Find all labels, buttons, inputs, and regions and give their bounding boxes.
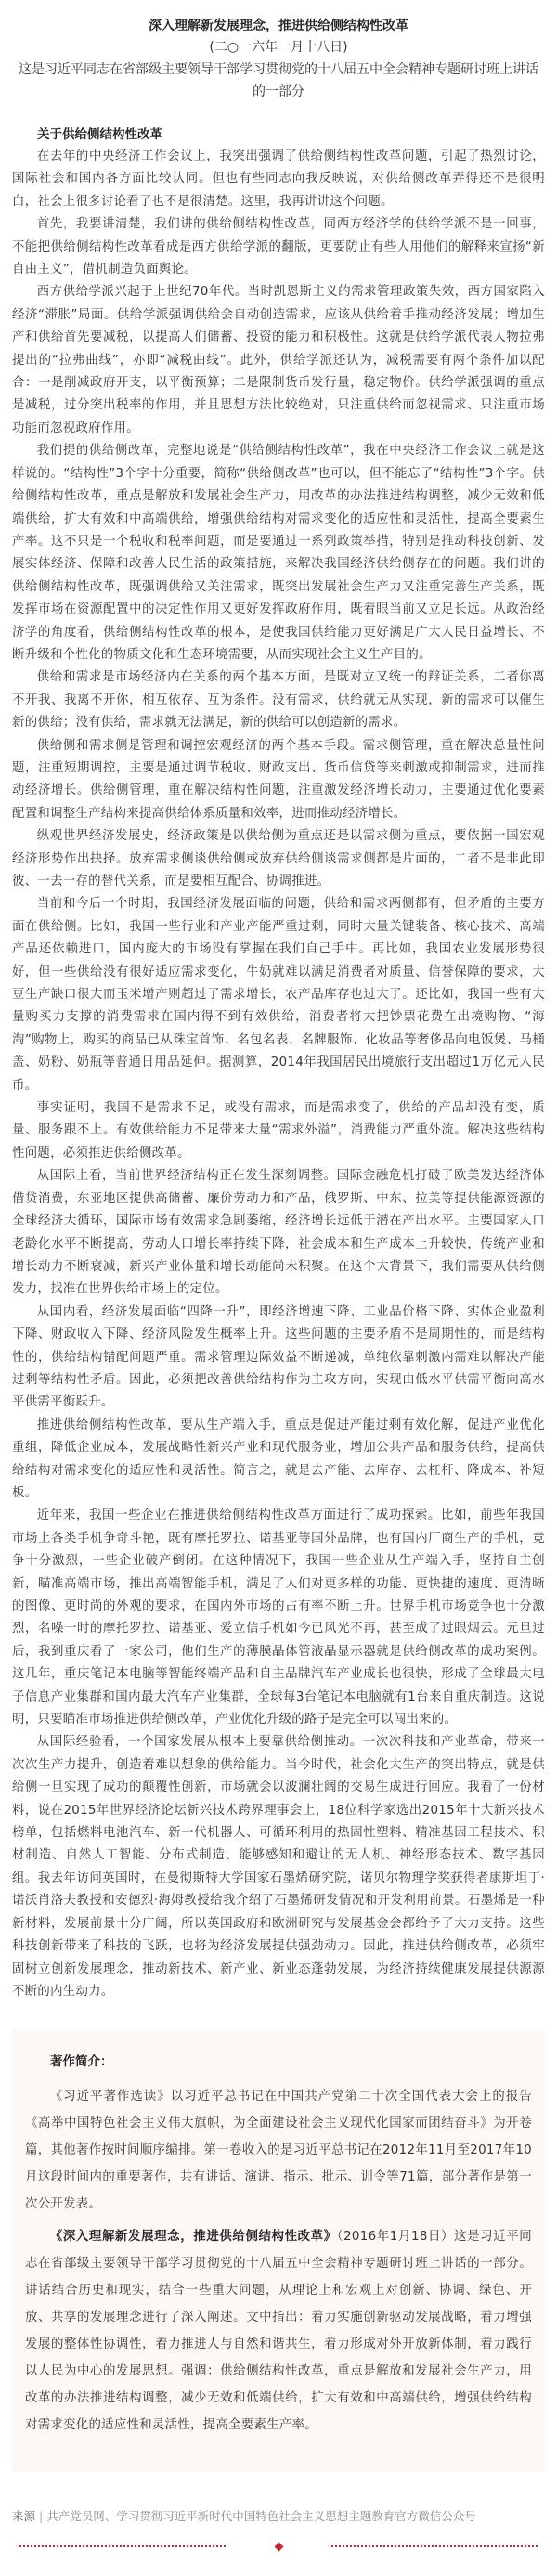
source-separator: | [39, 2509, 44, 2524]
book-intro-box [12, 2029, 545, 2472]
intro-work-title: 《深入理解新发展理念，推进供给侧结构性改革》 [49, 2230, 337, 2245]
bottom-spacer [12, 2554, 545, 2576]
diamond-icon [274, 2542, 283, 2551]
intro-paragraph: 《习近平著作选读》以习近平总书记在中国共产党第二十次全国代表大会上的报告《高举中国特色社会主义伟大旗帜，为全面建设社会主义现代化国家而团结奋斗》为开卷篇，其他著作按时间顺序编排。第一卷收入的是习近平总书记在2012年11月至2017年10月这段时间内的重要著作，共有讲话、演讲、指示、批示、训令等71篇，部分著作是第一次公开发表。 [25, 2090, 532, 2212]
paragraph: 西方供给学派兴起于上世纪70年代。当时凯恩斯主义的需求管理政策失效，西方国家陷入经济“滞胀”局面。供给学派强调供给会自动创造需求，应该从供给着手推动经济发展；增加生产和供给首先要减税，以提高人们储蓄、投资的能力和积极性。这就是供给学派代表人物拉弗提出的“拉弗曲线”，亦即“减税曲线”。此外，供给学派还认为，减税需要有两个条件加以配合：一是削减政府开支，以平衡预算；二是限制货币发行量，稳定物价。供给学派强调的重点是减税，过分突出税率的作用，并且思想方法比较绝对，只注重供给而忽视需求、只注重市场功能而忽视政府作用。 [12, 285, 545, 435]
paragraph: 供给侧和需求侧是管理和调控宏观经济的两个基本手段。需求侧管理，重在解决总量性问题，注重短期调控，主要是通过调节税收、财政支出、货币信贷等来刺激或抑制需求，进而推动经济增长。供给侧管理，重在解决结构性问题，注重激发经济增长动力，主要通过优化要素配置和调整生产结构来提高供给体系质量和效率，进而推动经济增长。 [12, 738, 545, 821]
source-text: 共产党员网、学习贯彻习近平新时代中国特色社会主义思想主题教育官方微信公众号 [46, 2509, 476, 2524]
paragraph: 事实证明，我国不是需求不足，或没有需求，而是需求变了，供给的产品却没有变，质量、服务跟不上。有效供给能力不足带来大量“需求外溢”，消费能力严重外流。解决这些结构性问题，必须推进供给侧改革。 [12, 1101, 545, 1160]
paragraph: 在去年的中央经济工作会议上，我突出强调了供给侧结构性改革问题，引起了热烈讨论，国际社会和国内各方面比较认同。但也有些同志向我反映说，对供给侧改革弄得还不是很明白，社会上很多讨论看了也不是很清楚。这里，我再讲讲这个问题。 [12, 149, 545, 209]
paragraph: 供给和需求是市场经济内在关系的两个基本方面，是既对立又统一的辩证关系，二者你离不开我、我离不开你，相互依存、互为条件。没有需求，供给就无从实现，新的需求可以催生新的供给；没有供给，需求就无法满足，新的供给可以创造新的需求。 [12, 670, 545, 731]
intro-paragraph [25, 2223, 532, 2439]
divider-line-left [19, 2545, 226, 2547]
paragraph: 首先，我要讲清楚，我们讲的供给侧结构性改革，同西方经济学的供给学派不是一回事，不能把供给侧结构性改革看成是西方供给学派的翻版，更要防止有些人用他们的解释来宣扬“新自由主义”，借机制造负面舆论。 [12, 217, 545, 278]
paragraph: 从国内看，经济发展面临“四降一升”，即经济增速下降、工业品价格下降、实体企业盈利下降、财政收入下降、经济风险发生概率上升。这些问题的主要矛盾不是周期性的，而是结构性的，供给结构错配问题严重。需求管理边际效益不断递减，单纯依靠刺激内需难以解决产能过剩等结构性矛盾。因此，必须把改善供给结构作为主攻方向，实现由低水平供需平衡向高水平供需平衡跃升。 [12, 1304, 545, 1410]
paragraph: 推进供给侧结构性改革，要从生产端入手，重点是促进产能过剩有效化解，促进产业优化重组，降低企业成本，发展战略性新兴产业和现代服务业，增加公共产品和服务供给，提高供给结构对需求变化的适应性和灵活性。简言之，就是去产能、去库存、去杠杆、降成本、补短板。 [12, 1417, 545, 1500]
article-title: 深入理解新发展理念，推进供给侧结构性改革 [149, 19, 408, 33]
section-heading: 关于供给侧结构性改革 [37, 127, 162, 142]
article-date: (二○一六年一月十八日) [209, 40, 348, 55]
intro-work-description: （2016年1月18日）这是习近平同志在省部级主要领导干部学习贯彻党的十八届五中全会精神专题研讨班上讲话的一部分。讲话结合历史和现实，结合一些重大问题，从理论上和宏观上对创新、协调、绿色、开放、共享的发展理念进行了深入阐述。文中指出：着力实施创新驱动发展战略，着力增强发展的整体性协调性，着力推进人与自然和谐共生，着力形成对外开放新体制，着力践行以人民为中心的发展思想。强调：供给侧结构性改革，重点是解放和发展社会生产力，用改革的办法推进结构调整，减少无效和低端供给，扩大有效和中高端供给，增强供给结构对需求变化的适应性和灵活性，提高全要素生产率。 [25, 2230, 532, 2433]
paragraph: 我们提的供给侧改革，完整地说是“供给侧结构性改革”，我在中央经济工作会议上就是这样说的。“结构性”3个字十分重要，简称“供给侧改革”也可以，但不能忘了“结构性”3个字。供给侧结构性改革，重点是解放和发展社会生产力，用改革的办法推进结构调整，减少无效和低端供给，扩大有效和中高端供给，增强供给结构对需求变化的适应性和灵活性，提高全要素生产率。这不只是一个税收和税率问题，而是要通过一系列政策举措，特别是推动科技创新、发展实体经济、保障和改善人民生活的政策措施，来解决我国经济供给侧存在的问题。我们讲的供给侧结构性改革，既强调供给又关注需求，既突出发展社会生产力又注重完善生产关系，既发挥市场在资源配置中的决定性作用又更好发挥政府作用，既着眼当前又立足长远。从政治经济学的角度看，供给侧结构性改革的根本，是使我国供给能力更好满足广大人民日益增长、不断升级和个性化的物质文化和生态环境需要，从而实现社会主义生产目的。 [12, 444, 545, 662]
article-header [12, 0, 545, 103]
paragraph: 从国际上看，当前世界经济结构正在发生深刻调整。国际金融危机打破了欧美发达经济体借贷消费，东亚地区提供高储蓄、廉价劳动力和产品，俄罗斯、中东、拉美等提供能源资源的全球经济大循环，国际市场有效需求急剧萎缩，经济增长远低于潜在产出水平。主要国家人口老龄化水平不断提高，劳动人口增长率持续下降，社会成本和生产成本上升较快，传统产业和增长动力不断衰减，新兴产业体量和增长动能尚未积聚。在这个大背景下，我们需要从供给侧发力，找准在世界供给市场上的定位。 [12, 1169, 545, 1297]
source-line [12, 2507, 545, 2526]
source-label: 来源 [12, 2509, 36, 2524]
footer-divider [19, 2539, 538, 2554]
intro-heading: 著作简介： [50, 2054, 113, 2070]
paragraph: 近年来，我国一些企业在推进供给侧结构性改革方面进行了成功探索。比如，前些年我国市场上各类手机争奇斗艳，既有摩托罗拉、诺基亚等国外品牌，也有国内厂商生产的手机，竞争十分激烈，一些企业破产倒闭。在这种情况下，我国一些企业从生产端入手，坚持自主创新，瞄准高端市场，推出高端智能手机，满足了人们对更多样的功能、更快捷的速度、更清晰的图像、更时尚的外观的要求，在国内外市场的占有率不断上升。世界手机市场竞争也十分激烈，名噪一时的摩托罗拉、诺基亚、爱立信手机如今已风光不再，甚至成了过眼烟云。元旦过后，我到重庆看了一家公司，他们生产的薄膜晶体管液晶显示器就是供给侧改革的成功案例。这几年，重庆笔记本电脑等智能终端产品和自主品牌汽车产业成长也很快，形成了全球最大电子信息产业集群和国内最大汽车产业集群，全球每3台笔记本电脑就有1台来自重庆制造。这说明，只要瞄准市场推进供给侧改革，产业优化升级的路子是完全可以闯出来的。 [12, 1508, 545, 1728]
divider-line-right [331, 2545, 538, 2547]
article-subtitle: 这是习近平同志在省部级主要领导干部学习贯彻党的十八届五中全会精神专题研讨班上讲话的一部分 [19, 62, 538, 99]
paragraph: 当前和今后一个时期，我国经济发展面临的问题，供给和需求两侧都有，但矛盾的主要方面在供给侧。比如，我国一些行业和产业产能严重过剩，同时大量关键装备、核心技术、高端产品还依赖进口，国内庞大的市场没有掌握在我们自己手中。再比如，我国农业发展形势很好，但一些供给没有很好适应需求变化，牛奶就难以满足消费者对质量、信誉保障的要求，大豆生产缺口很大而玉米增产则超过了需求增长，农产品库存也过大了。还比如，我国一些有大量购买力支撑的消费需求在国内得不到有效供给，消费者将大把钞票花费在出境购物、“海淘”购物上，购买的商品已从珠宝首饰、名包名表、名牌服饰、化妆品等奢侈品向电饭煲、马桶盖、奶粉、奶瓶等普通日用品延伸。据测算，2014年我国居民出境旅行支出超过1万亿元人民币。 [12, 897, 545, 1093]
paragraph: 纵观世界经济发展史，经济政策是以供给侧为重点还是以需求侧为重点，要依据一国宏观经济形势作出抉择。放弃需求侧谈供给侧或放弃供给侧谈需求侧都是片面的，二者不是非此即彼、一去一存的替代关系，而是要相互配合、协调推进。 [12, 829, 545, 888]
article-body [12, 123, 545, 2003]
paragraph: 从国际经验看，一个国家发展从根本上要靠供给侧推动。一次次科技和产业革命，带来一次次生产力提升，创造着难以想象的供给能力。当今时代，社会化大生产的突出特点，就是供给侧一旦实现了成功的颠覆性创新，市场就会以波澜壮阔的交易生成进行回应。我看了一份材料，说在2015年世界经济论坛新兴技术跨界理事会上，18位科学家选出2015年十大新兴技术榜单，包括燃料电池汽车、新一代机器人、可循环利用的热固性塑料、精准基因工程技术、积材制造、自然人工智能、分布式制造、能够感知和避让的无人机、神经形态技术、数字基因组。我去年访问英国时，在曼彻斯特大学国家石墨烯研究院，诺贝尔物理学奖获得者康斯坦丁·诺沃肖洛夫教授和安德烈·海姆教授给我介绍了石墨烯研发情况和开发利用前景。石墨烯是一种新材料，发展前景十分广阔，所以英国政府和欧洲研究与发展基金会都给予了大力支持。这些科技创新带来了科技的飞跃，也将为经济发展提供强劲动力。因此，推进供给侧改革，必须牢固树立创新发展理念，推动新技术、新产业、新业态蓬勃发展，为经济持续健康发展提供源源不断的内生动力。 [12, 1735, 545, 1999]
